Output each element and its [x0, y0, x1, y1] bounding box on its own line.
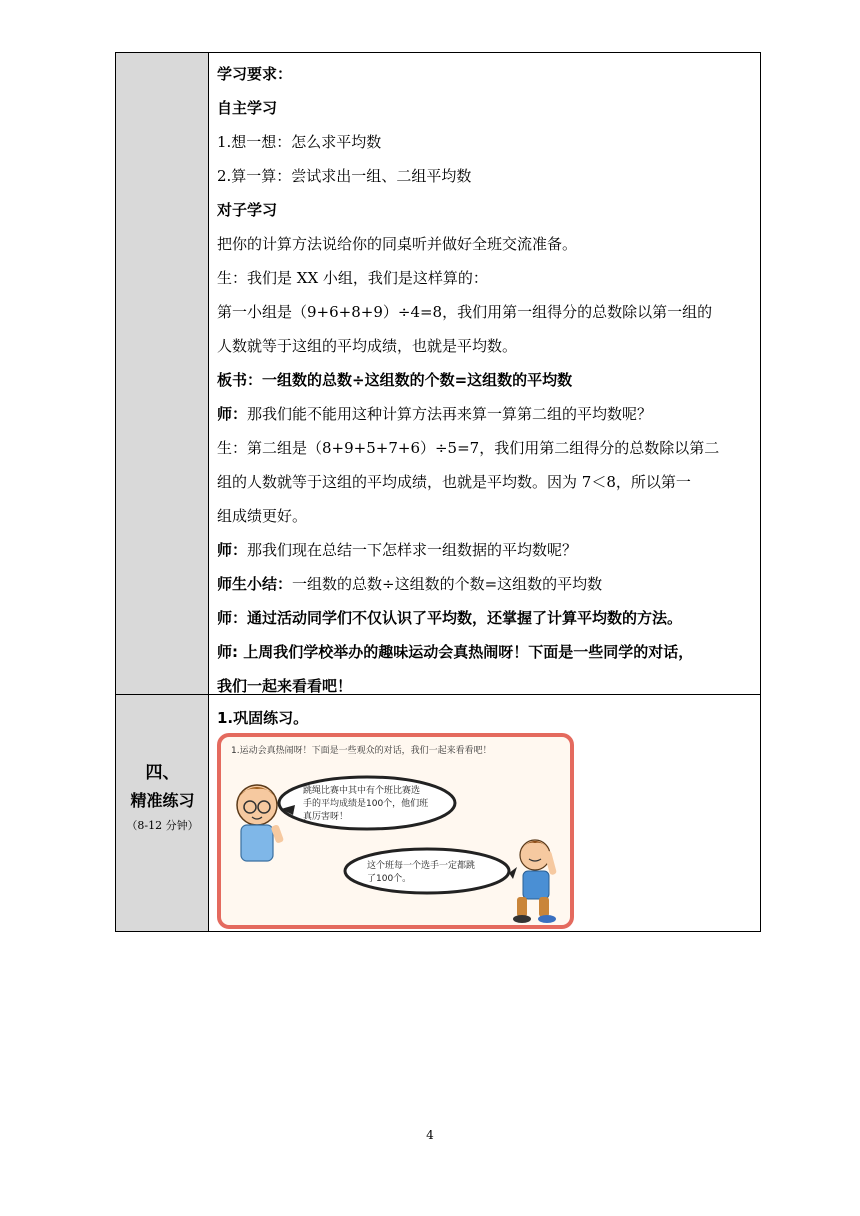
bubble2-line2: 了100个。 [367, 874, 412, 884]
section-label [116, 759, 209, 837]
text-line: 把你的计算方法说给你的同桌听并做好全班交流准备。 [217, 235, 578, 253]
bubble2-line1: 这个班每一个选手一定都跳 [367, 861, 476, 871]
text-line [217, 567, 754, 601]
text-line [217, 533, 754, 567]
text-line: 人数就等于这组的平均成绩，也就是平均数。 [217, 337, 518, 355]
text-line: 组成绩更好。 [217, 507, 308, 525]
practice-heading: 1.巩固练习。 [217, 709, 309, 727]
speaker-label: 师： [217, 405, 248, 423]
lesson-table [115, 52, 761, 932]
section-time: （8-12 分钟） [126, 819, 199, 832]
text-line: 板书：一组数的总数÷这组数的个数=这组数的平均数 [217, 371, 573, 389]
section-title: 精准练习 [130, 791, 195, 810]
text-line: 自主学习 [217, 99, 278, 117]
text-line: 1.想一想：怎么求平均数 [217, 133, 382, 151]
text-line: 组的人数就等于这组的平均成绩，也就是平均数。因为 7＜8，所以第一 [217, 473, 691, 491]
text-line: 我们一起来看看吧！ [217, 677, 353, 695]
bubble1-line1: 跳绳比赛中其中有个班比赛选 [303, 786, 421, 796]
speaker-label: 师生小结： [217, 575, 293, 593]
line-text: 那我们能不能用这种计算方法再来算一算第二组的平均数呢？ [247, 405, 653, 423]
section-number: 四、 [145, 763, 180, 783]
text-line: 对子学习 [217, 201, 278, 219]
text-line: 师：通过活动同学们不仅认识了平均数，还掌握了计算平均数的方法。 [217, 609, 683, 627]
practice-cell [217, 701, 754, 735]
text-line [217, 397, 754, 431]
text-line: 师: 上周我们学校举办的趣味运动会真热闹呀！下面是一些同学的对话， [217, 643, 694, 661]
illustration-svg [217, 733, 574, 929]
speech-bubble-1 [279, 777, 455, 829]
illustration-banner: 1.运动会真热闹呀！下面是一些观众的对话，我们一起来看看吧！ [231, 746, 492, 756]
text-line: 学习要求： [217, 65, 293, 83]
text-line: 第一小组是（9+6+8+9）÷4=8，我们用第一组得分的总数除以第一组的 [217, 303, 713, 321]
speaker-label: 师： [217, 541, 248, 559]
bubble1-line3: 真厉害呀！ [303, 812, 349, 822]
bubble1-line2: 手的平均成绩是100个，他们班 [303, 799, 429, 809]
text-line: 生：我们是 XX 小组，我们是这样算的： [217, 269, 488, 287]
text-line: 生：第二组是（8+9+5+7+6）÷5=7，我们用第二组得分的总数除以第二 [217, 439, 720, 457]
dialogue-illustration [217, 733, 574, 929]
text-line: 2.算一算：尝试求出一组、二组平均数 [217, 167, 472, 185]
line-text: 一组数的总数÷这组数的个数=这组数的平均数 [292, 575, 603, 593]
learning-requirements-cell [217, 57, 754, 703]
line-text: 那我们现在总结一下怎样求一组数据的平均数呢？ [247, 541, 578, 559]
page-number: 4 [426, 1128, 434, 1142]
